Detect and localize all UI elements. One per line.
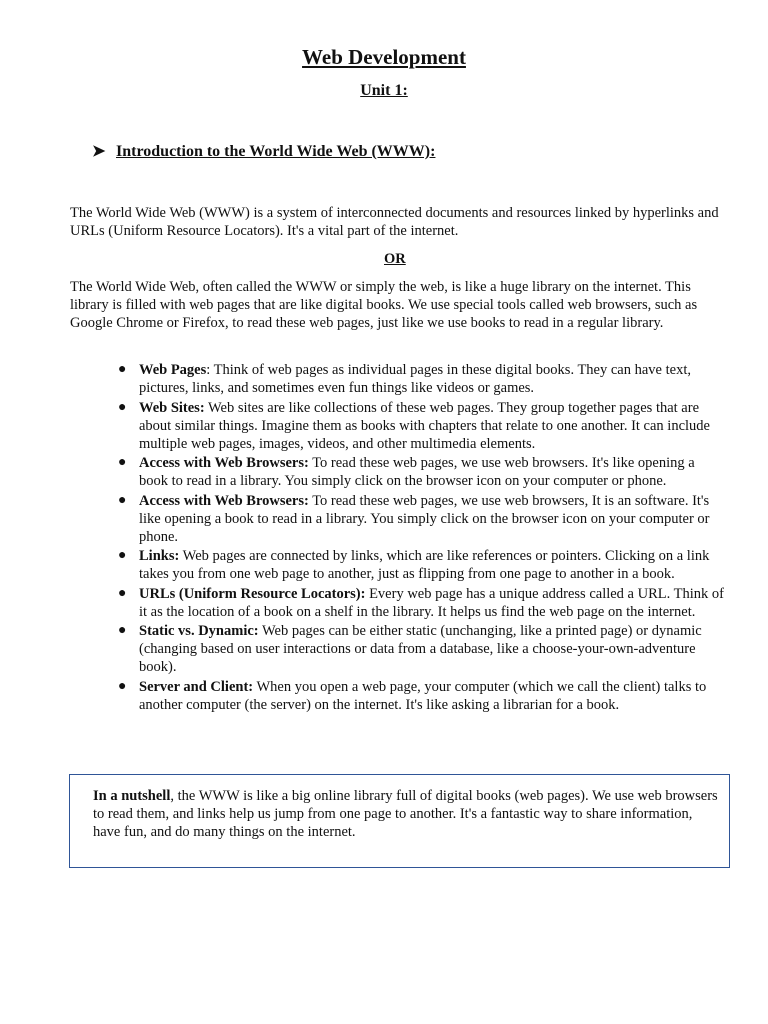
list-item-text: To read these web pages, we use web browsers, It is an software. It's like opening a book to read in a library. You simply click on the browser icon on your computer or phone. <box>139 492 710 545</box>
intro-paragraph: The World Wide Web (WWW) is a system of interconnected documents and resources linked by hyperlinks and URLs (Uniform Resource Locators). It's a vital part of the internet. <box>70 205 719 239</box>
bullet-dot-icon: ● <box>118 548 127 563</box>
list-item-term: Access with Web Browsers: <box>139 455 309 471</box>
list-item-text: Web pages can be either static (unchanging, like a printed page) or dynamic (changing based on user interactions or data from a database, like a choose-your-own-adventure book). <box>139 623 702 675</box>
page-title: Web Development <box>302 45 466 69</box>
nutshell-paragraph <box>93 787 719 841</box>
list-item <box>118 585 724 621</box>
second-paragraph: The World Wide Web, often called the WWW or simply the web, is like a huge library on the internet. This library is filled with web pages that are like digital books. We use special tools called web browsers, such as Google Chrome or Firefox, to read these web pages, just like we use books to read in a regular library. <box>70 279 698 331</box>
list-item-term: URLs (Uniform Resource Locators): <box>139 585 366 602</box>
list-item <box>118 454 724 490</box>
list-item-term: Server and Client: <box>139 678 254 695</box>
bullet-dot-icon: ● <box>118 678 127 694</box>
bullet-dot-icon: ● <box>118 492 127 508</box>
list-item-term: Access with Web Browsers: <box>139 492 309 509</box>
list-item-text: Web sites are like collections of these web pages. They group together pages that are about similar things. Imagine them as books with chapters that relate to one another. It can include multiple web pages, images, videos, and other multimedia elements. <box>139 399 710 452</box>
section-heading <box>92 142 435 162</box>
list-item-text: Web pages are connected by links, which are like references or pointers. Clicking on a link takes you from one web page to another, just as flipping from one page to another in a book. <box>139 548 710 582</box>
list-item-term: Web Pages <box>139 362 207 378</box>
list-item-term: Links: <box>139 548 180 564</box>
nutshell-text: , the WWW is like a big online library full of digital books (web pages). We use web browsers to read them, and links help us jump from one page to another. It's a fantastic way to share information, have fun, and do many things on the internet. <box>93 788 718 840</box>
bullet-dot-icon: ● <box>118 399 127 415</box>
unit-label: Unit 1: <box>360 82 408 99</box>
section-heading-text: Introduction to the World Wide Web (WWW): <box>116 143 436 160</box>
list-item-term: Web Sites: <box>139 399 205 416</box>
list-item-text: When you open a web page, your computer (which we call the client) talks to another computer (the server) on the internet. It's like asking a librarian for a book. <box>139 678 707 713</box>
list-item <box>118 492 724 546</box>
bullet-dot-icon: ● <box>118 455 127 470</box>
list-item <box>118 361 724 397</box>
bullet-dot-icon: ● <box>118 362 127 377</box>
nutshell-box <box>69 774 730 868</box>
bullet-dot-icon: ● <box>118 623 127 638</box>
list-item <box>118 547 724 583</box>
bullet-list <box>118 361 724 715</box>
list-item <box>118 622 724 676</box>
arrowhead-bullet-icon: ➤ <box>92 143 106 160</box>
list-item <box>118 399 724 453</box>
list-item-text: To read these web pages, we use web browsers. It's like opening a book to read in a library. You simply click on the browser icon on your computer or phone. <box>139 455 695 489</box>
bullet-dot-icon: ● <box>118 585 127 601</box>
list-item <box>118 678 724 714</box>
or-label: OR <box>384 251 406 267</box>
list-item-term: Static vs. Dynamic: <box>139 623 259 639</box>
list-item-text: : Think of web pages as individual pages in these digital books. They can have text, pictures, links, and sometimes even fun things like videos or games. <box>139 362 691 396</box>
nutshell-term: In a nutshell <box>93 788 171 804</box>
list-item-text: Every web page has a unique address called a URL. Think of it as the location of a book on a shelf in the library. It helps us find the web page on the internet. <box>139 585 724 620</box>
